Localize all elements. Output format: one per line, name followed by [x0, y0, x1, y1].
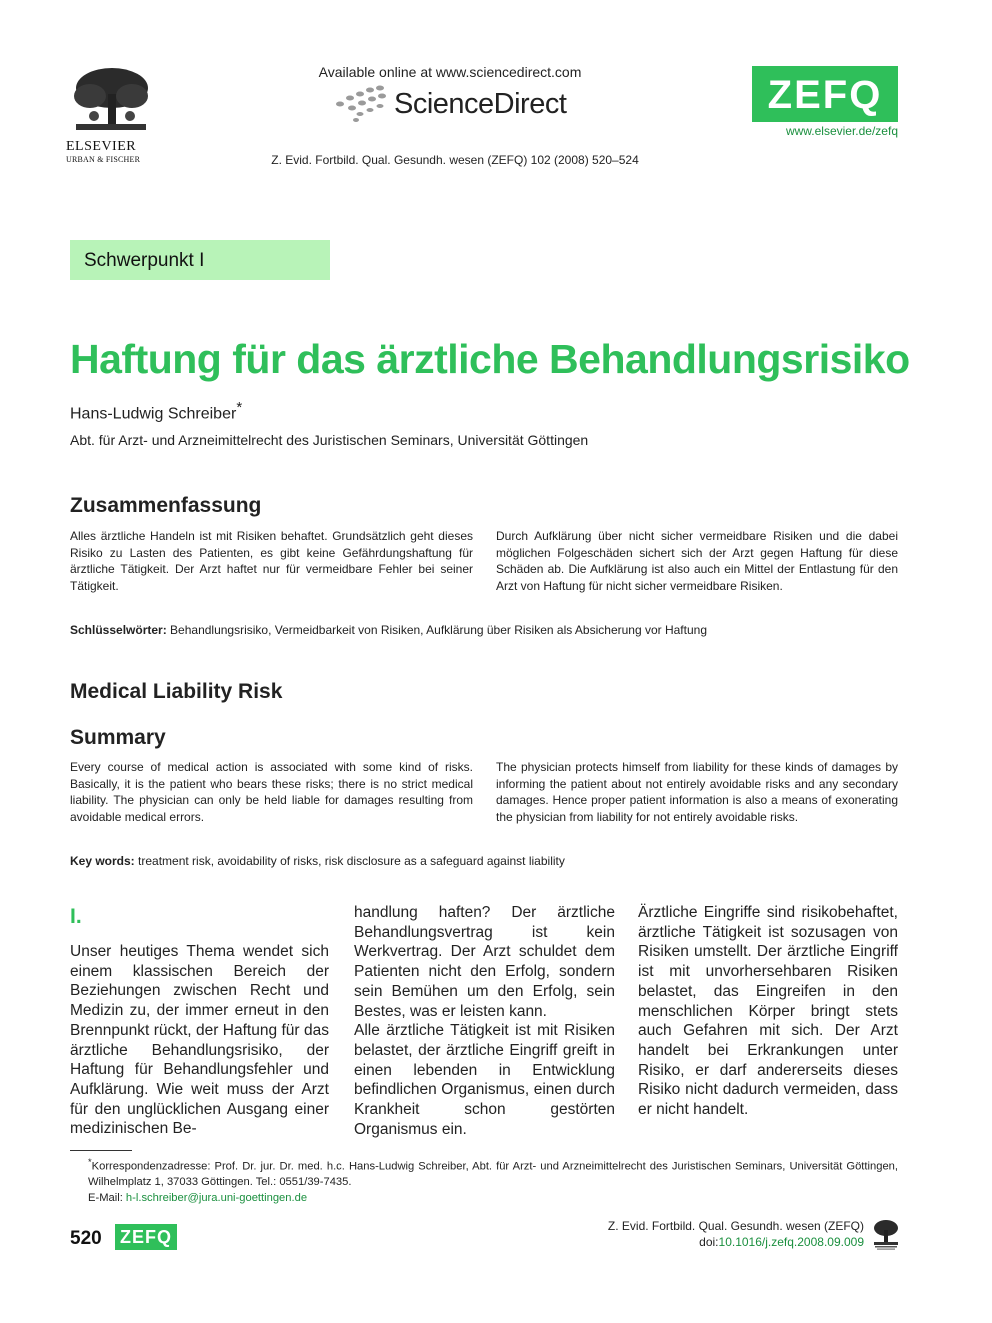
body-column-3: Ärztliche Eingriffe sind risikobehaftet, ärztliche Tätigkeit ist sozusagen von Risiken umstellt. Der ärztliche Eingriff ist mit unvorhersehbaren Risiken belastet, das Eingreifen in den menschlichen Körper bringt stets auch Gefahren mit sich. Der Arzt handelt bei Erkrankungen unter Risiko, er darf andererseits dieses Risiko nicht dadurch vermeiden, dass er nicht handelt. [638, 904, 898, 1119]
elsevier-logo [66, 66, 166, 166]
page-number: 520 [70, 1228, 102, 1249]
author-name: Hans-Ludwig Schreiber [70, 405, 237, 423]
sciencedirect-logo[interactable] [330, 82, 590, 126]
keywords-german-list: Behandlungsrisiko, Vermeidbarkeit von Risiken, Aufklärung über Risiken als Absicherung vor Haftung [166, 623, 707, 637]
keywords-english-label: Key words: [70, 854, 135, 868]
zefq-footer-badge: ZEFQ [115, 1224, 177, 1250]
affiliation: Abt. für Arzt- und Arzneimittelrecht des Juristischen Seminars, Universität Göttingen [70, 432, 589, 448]
author-footnote-mark[interactable]: * [236, 399, 243, 416]
keywords-german-label: Schlüsselwörter: [70, 623, 167, 637]
section-banner: Schwerpunkt I [70, 240, 330, 280]
abstract-heading-german: Zusammenfassung [70, 494, 262, 517]
abstract-english-col1: Every course of medical action is associated with some kind of risks. Basically, it is the patient who bears these risks; there is no strict medical liability. The physician can only be held liable for damages resulting from avoidable medical errors. [70, 760, 473, 824]
keywords-german [70, 623, 707, 637]
body-paragraph: Alle ärztliche Tätigkeit ist mit Risiken belastet, der ärztliche Eingriff greift in einen lebenden in Entwicklung befindlichen Organismus, einen durch Krankheit schon gestörten Organismus ein. [354, 1022, 615, 1138]
keywords-english [70, 854, 565, 868]
body-paragraph: handlung haften? Der ärztliche Behandlungsvertrag ist kein Werkvertrag. Der Arzt schuldet dem Patienten nicht den Erfolg, sondern sein Bemühen um den Erfolg, sein Bestes, was er leisten kann. [354, 904, 615, 1020]
body-column-2 [354, 903, 615, 1139]
sciencedirect-dots-icon [330, 84, 392, 124]
abstract-german-col1: Alles ärztliche Handeln ist mit Risiken behaftet. Grundsätzlich geht dieses Risiko zu Lasten des Patienten, es gibt keine Gefährdungshaftung für ärztliche Tätigkeit. Der Arzt haftet nur für vermeidbare Fehler bei seiner Tätigkeit. [70, 529, 473, 593]
publisher-sub: URBAN & FISCHER [66, 155, 141, 164]
doi-link[interactable]: 10.1016/j.zefq.2008.09.009 [718, 1235, 864, 1249]
footnote [70, 1155, 898, 1206]
english-title: Medical Liability Risk [70, 680, 283, 703]
elsevier-tree-icon [70, 66, 152, 132]
footer-doi [560, 1235, 864, 1249]
footnote-email [70, 1191, 898, 1207]
abstract-english-col2: The physician protects himself from liability for these kinds of damages by informing the patient about not entirely avoidable risks and any secondary damages. Hence proper patient information is also a means of exonerating the physician from liability for not entirely avoidable risks. [496, 760, 898, 824]
doi-label: doi: [699, 1235, 719, 1249]
elsevier-small-icon [872, 1218, 900, 1250]
sciencedirect-wordmark: ScienceDirect [394, 88, 567, 120]
keywords-english-list: treatment risk, avoidability of risks, risk disclosure as a safeguard against liability [134, 854, 565, 868]
publisher-name: ELSEVIER [66, 139, 137, 154]
body-column-1: Unser heutiges Thema wendet sich einem klassischen Bereich der Beziehungen zwischen Recht und Medizin zu, der immer erneut in den Brennpunkt rückt, der Haftung für das ärztliche Behandlungsrisiko, der Haftung für Behandlungsfehler und Aufklärung. Wie weit muss der Arzt für den unglücklichen Ausgang einer medizinischen Be- [70, 943, 329, 1138]
footnote-divider [70, 1150, 132, 1151]
footnote-address [70, 1155, 898, 1191]
email-link[interactable]: h-l.schreiber@jura.uni-goettingen.de [125, 1191, 308, 1204]
abstract-heading-english: Summary [70, 726, 166, 749]
footnote-mark: * [88, 1157, 92, 1167]
author [70, 399, 242, 423]
footnote-address-text: Korrespondenzadresse: Prof. Dr. jur. Dr. med. h.c. Hans-Ludwig Schreiber, Abt. für Arzt- und Arzneimittelrecht des Juristischen Seminars, Universität Göttingen, Wilhelmplatz 1, 37033 Göttingen. Tel.: 0551/39-7435. [88, 1160, 898, 1189]
footnote-email-label: E-Mail: [88, 1191, 126, 1204]
article-title: Haftung für das ärztliche Behandlungsrisiko [70, 336, 910, 382]
footer-journal-name: Z. Evid. Fortbild. Qual. Gesundh. wesen (ZEFQ) [607, 1219, 864, 1233]
available-online-text[interactable]: Available online at www.sciencedirect.com [318, 64, 582, 80]
abstract-german-col2: Durch Aufklärung über nicht sicher vermeidbare Risiken und die dabei möglichen Folgeschäden sichert sich der Arzt gegen Haftung für diese Schäden ab. Die Aufklärung ist also auch ein Mittel der Entlastung für den Arzt von Haftung für nicht sicher vermeidbare Risiken. [496, 529, 898, 593]
journal-citation: Z. Evid. Fortbild. Qual. Gesundh. wesen (ZEFQ) 102 (2008) 520–524 [271, 153, 639, 167]
journal-url-link[interactable]: www.elsevier.de/zefq [785, 124, 898, 138]
section-number: I. [70, 905, 82, 928]
zefq-journal-badge: ZEFQ [752, 66, 898, 122]
